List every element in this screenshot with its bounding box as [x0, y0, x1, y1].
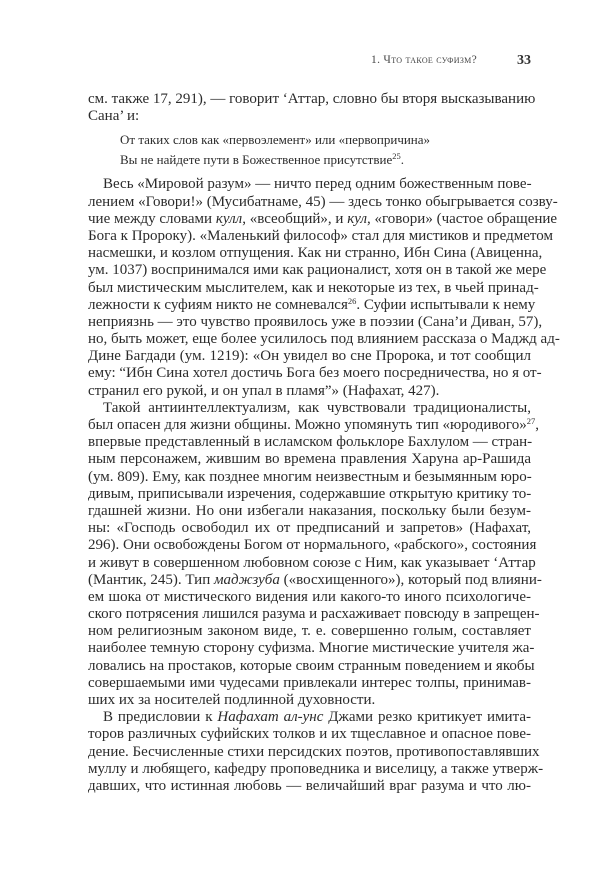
text-line: [88, 657, 535, 675]
text-run: и живут в совершенном любовном союзе с Ним, как указывает ‘Аттар: [88, 554, 536, 571]
paragraph: [88, 176, 560, 399]
text-run: («восхищенного»), который под влияни-: [279, 571, 542, 588]
text-run: см. также 17, 291), — говорит ‘Аттар, словно бы вторя высказыванию: [88, 91, 536, 107]
page-body: [88, 91, 560, 795]
text-line: [88, 537, 537, 554]
text-run: был опасен для жизни общины. Можно упомянуть тип «юродивого»: [88, 417, 527, 433]
text-line: [88, 571, 542, 589]
text-run: , «говори» (частое обращение: [367, 210, 558, 227]
text-line: [88, 279, 539, 297]
text-run: впервые представленный в исламском фольклоре Бахлулом — стран-: [88, 434, 533, 451]
text-line: [88, 262, 547, 279]
text-line: [88, 640, 535, 657]
verse-quote: [88, 130, 531, 170]
text-line: [88, 176, 531, 193]
text-line: [120, 150, 531, 170]
text-run: (Мантик, 245). Тип: [88, 571, 214, 588]
text-run: В предисловии к: [103, 709, 218, 726]
text-run: ского потрясения лишился разума и расхаживает повсюду в запрещен-: [88, 606, 540, 623]
text-run: 296). Они освобождены Богом от нормального, «рабского», состояния: [88, 537, 537, 554]
text-run: ны: «Господь освободил их от предписаний и запретов» (Нафахат,: [88, 520, 531, 537]
text-line: [88, 365, 542, 382]
text-line: [88, 193, 558, 211]
footnote-ref: 27: [526, 416, 536, 426]
text-run: Джами резко критикует имита-: [323, 709, 531, 726]
text-run: наиболее темную сторону суфизма. Многие мистические учителя жа-: [88, 640, 535, 657]
text-run: чие между словами: [88, 210, 216, 227]
text-line: [120, 130, 531, 150]
text-run: лежности к суфиям никто не сомневался: [88, 296, 348, 313]
text-line: [88, 520, 531, 537]
text-line: [88, 245, 543, 262]
text-run: торов различных суфийских толков и их тщеславное и опасное пове-: [88, 726, 531, 743]
paragraph: [88, 399, 542, 709]
text-run: ным персонажем, жившим во времена правления Харуна ар-Рашида: [88, 451, 531, 468]
text-run: насмешки, и козлом отпущения. Как ни странно, Ибн Сина (Авиценна,: [88, 245, 543, 262]
text-run: От таких слов как «первоэлемент» или «первопричина»: [120, 132, 431, 148]
text-run: Дине Багдади (ум. 1219): «Он увидел во сне Пророка, и тот сообщил: [88, 348, 531, 365]
footnote-ref: 26: [347, 295, 357, 306]
page-number: 33: [517, 53, 531, 68]
text-run: давших, что истинная любовь — величайший враг разума и что лю-: [88, 777, 531, 794]
text-line: [88, 383, 531, 400]
text-line: [88, 416, 539, 434]
text-run: ших их за носителей подлинной духовности.: [88, 692, 376, 708]
text-line: [88, 331, 560, 348]
text-run: неприязнь — это чувство проявилось уже в поэзии (Сана’и Диван, 57),: [88, 313, 543, 330]
text-run: ,: [535, 417, 539, 433]
text-run: лением «Говори!» (Мусибатнаме, 45) — здесь тонко обыгрывается созву-: [88, 193, 558, 210]
text-run: странил его рукой, и он упал в пламя”» (Нафахат, 427).: [88, 382, 440, 399]
italic-term: кулл: [215, 210, 243, 227]
text-line: [88, 227, 553, 245]
opening-lines: [88, 91, 536, 125]
text-run: Весь «Мировой разум» — ничто перед одним божественным пове-: [103, 176, 532, 193]
text-run: ном религиозным законом виде, т. е. совершенно голым, составляет: [88, 623, 531, 640]
text-run: Вы не найдете пути в Божественное присутствие: [120, 152, 393, 168]
text-run: (ум. 809). Ему, как позднее многим неизвестным и безымянным юро-: [88, 468, 532, 485]
text-line: [88, 469, 531, 486]
text-line: [88, 623, 531, 640]
text-run: Бога к Пророку). «Маленький философ» стал для мистиков и предметом: [88, 227, 553, 244]
text-run: Такой антиинтеллектуализм, как чувствовали традиционалисты,: [103, 399, 531, 416]
text-line: [88, 503, 531, 520]
text-line: [88, 400, 531, 417]
text-run: дивым, приписывали изречения, содержавшие открытую критику то-: [88, 485, 532, 502]
text-line: [88, 743, 540, 761]
text-run: ему: “Ибн Сина хотел достичь Бога без моего посредничества, но я от-: [88, 365, 542, 382]
text-run: был мистическим мыслителем, как и некоторые из тех, в чьей принад-: [88, 279, 539, 296]
text-line: [88, 434, 531, 451]
text-run: ум. 1037) воспринимался ими как рационалист, хотя он в такой же мере: [88, 262, 547, 279]
text-line: [88, 210, 558, 228]
footnote-ref: 25: [392, 151, 401, 162]
text-run: Сана’ и:: [88, 108, 140, 125]
text-run: ем шока от мистического видения или какого-то иного психологиче-: [88, 588, 531, 605]
text-line: [88, 295, 536, 314]
text-line: [88, 91, 536, 108]
text-run: .: [400, 152, 404, 168]
text-line: [88, 486, 531, 503]
text-run: ловались на простаков, которые своим странным поведением и якобы: [88, 657, 535, 674]
text-line: [88, 760, 544, 778]
page-header: [88, 53, 531, 71]
text-line: [88, 778, 531, 795]
text-run: совершаемыми ими чудесами привлекали интерес толпы, принимав-: [88, 674, 531, 691]
text-run: дение. Бесчисленные стихи персидских поэтов, противопоставлявших: [88, 743, 540, 760]
running-title: 1. Что такое суфизм?: [371, 54, 477, 66]
text-run: , «всеобщий», и: [242, 210, 348, 227]
text-line: [88, 108, 531, 125]
italic-term: Нафахат ал-унс: [217, 709, 324, 726]
text-line: [88, 606, 540, 623]
text-run: муллу и любящего, кафедру проповедника и виселицу, а также утверж-: [88, 760, 544, 777]
paragraph: [88, 709, 544, 795]
text-line: [88, 589, 531, 606]
text-run: но, быть может, еще более усилилось под влиянием рассказа о Маджд ад-: [88, 331, 560, 348]
text-line: [88, 726, 531, 743]
italic-term: маджзуба: [213, 571, 280, 588]
text-line: [88, 675, 531, 692]
text-line: [88, 451, 531, 468]
text-line: [88, 313, 543, 331]
text-line: [88, 554, 536, 572]
text-run: . Суфии испытывали к нему: [356, 296, 536, 313]
paragraphs: [88, 176, 560, 795]
text-line: [88, 709, 531, 726]
text-run: гдашней жизни. Но они избегали наказания, поскольку были безум-: [88, 502, 531, 519]
italic-term: кул: [347, 210, 368, 227]
text-line: [88, 348, 531, 365]
text-line: [88, 692, 531, 709]
